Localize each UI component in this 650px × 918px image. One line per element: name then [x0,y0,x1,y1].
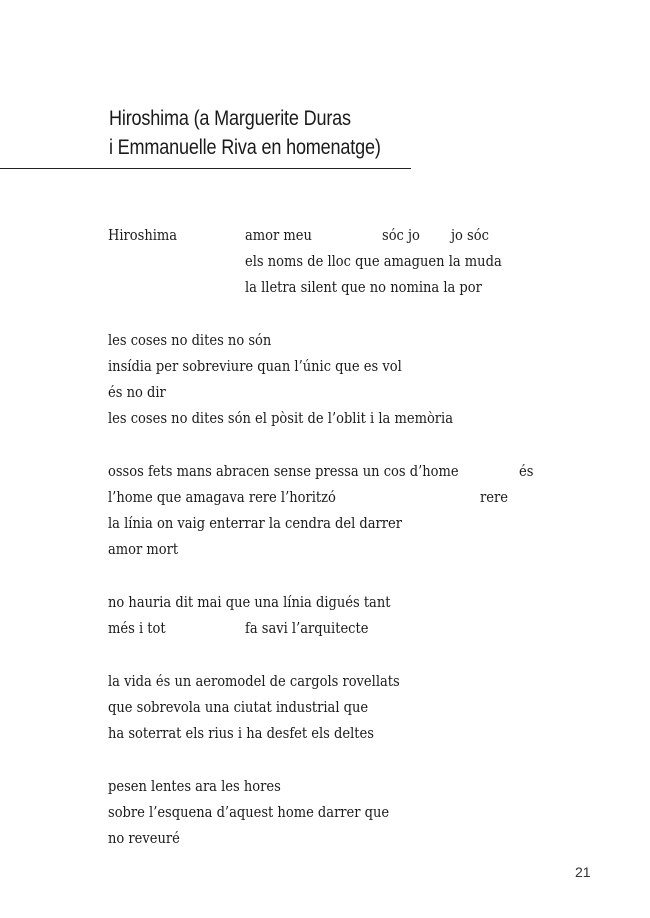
poem-title-line-2: i Emmanuelle Riva en homenatge) [109,136,381,159]
poem-line: ossos fets mans abracen sense pressa un cos d’home [108,464,459,480]
poem-line: les coses no dites no són [108,333,272,349]
poem-line: insídia per sobreviure quan l’únic que es vol [108,359,402,375]
poem-line: pesen lentes ara les hores [108,779,281,795]
poem-line: la lletra silent que no nomina la por [245,280,482,296]
page-number: 21 [575,864,591,880]
poem-title-line-1: Hiroshima (a Marguerite Duras [109,107,351,130]
poem-line: les coses no dites són el pòsit de l’oblit i la memòria [108,411,453,427]
poem-line: sobre l’esquena d’aquest home darrer que [108,805,390,821]
poem-line: ha soterrat els rius i ha desfet els deltes [108,726,374,742]
poem-line: rere [480,490,508,506]
poem-line: l’home que amagava rere l’horitzó [108,490,336,506]
poem-line: no reveuré [108,831,180,847]
poem-line: sóc jo [382,228,420,244]
poem-line: és [519,464,534,480]
poem-line: la vida és un aeromodel de cargols rovellats [108,674,400,690]
poem-line: fa savi l’arquitecte [245,621,369,637]
poem-line: més i tot [108,621,166,637]
poem-line: Hiroshima [108,228,178,244]
poem-line: jo sóc [451,228,489,244]
poem-line: no hauria dit mai que una línia digués tant [108,595,391,611]
poem-line: els noms de lloc que amaguen la muda [245,254,502,270]
poem-line: la línia on vaig enterrar la cendra del darrer [108,516,402,532]
poem-line: amor meu [245,228,312,244]
poem-line: que sobrevola una ciutat industrial que [108,700,369,716]
poem-line: amor mort [108,542,179,558]
poem-line: és no dir [108,385,166,401]
